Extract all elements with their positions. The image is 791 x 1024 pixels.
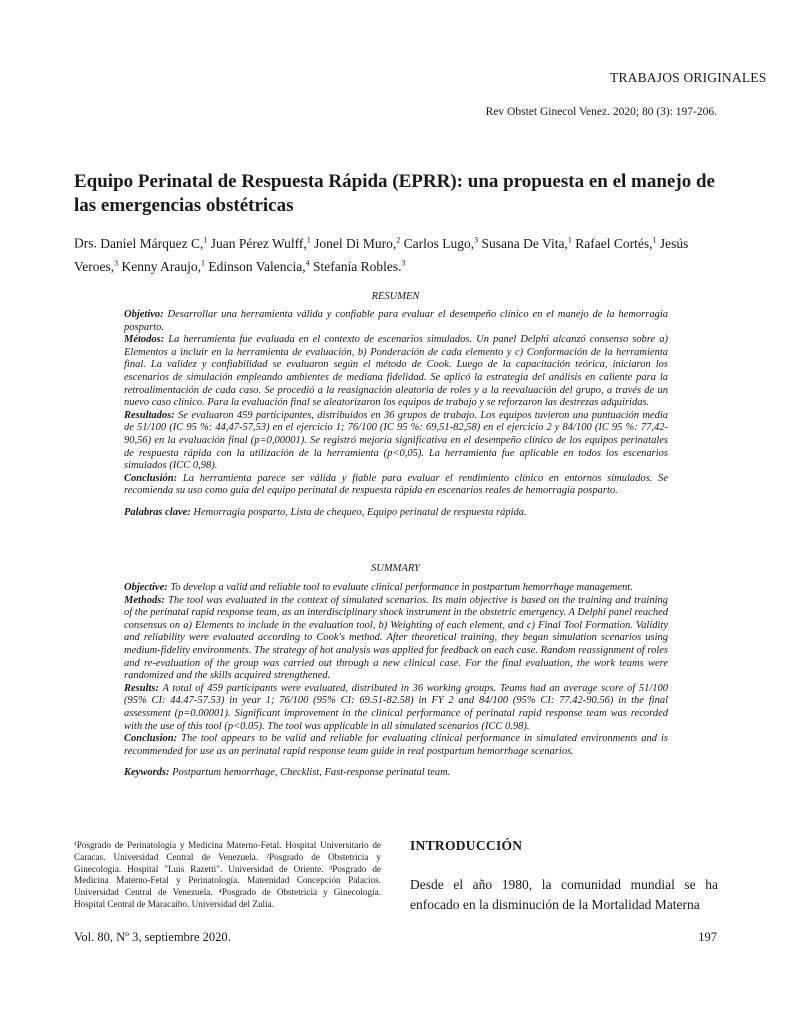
author-affiliation-mark: 1 (200, 258, 205, 268)
author-name: Rafael Cortés, (575, 235, 653, 251)
summary-objective: Objective: To develop a valid and reliable tool to evaluate clinical performance in postpartum hemorrhage management. (124, 582, 633, 593)
resumen-keywords: Palabras clave: Hemorragia posparto, Lista de chequeo, Equipo perinatal de respuesta rápida. (124, 506, 527, 518)
resumen-conclusion: Conclusión: La herramienta parece ser válida y fiable para evaluar el rendimiento clínico en entornos simulados. Se recomienda su uso como guía del equipo perinatal de respuesta rápida en escenarios reales de hemorragia posparto. (124, 472, 669, 497)
author-name: Jonel Di Muro, (314, 235, 397, 251)
author-name: Juan Pérez Wulff, (210, 235, 307, 251)
summary-heading: SUMMARY (371, 563, 420, 574)
resumen-heading: RESUMEN (371, 291, 420, 302)
page-number: 197 (698, 930, 717, 944)
author-name: Susana De Vita, (481, 235, 568, 251)
introduction-heading: INTRODUCCIÓN (410, 838, 523, 853)
author-name: Jesús Veroes, (74, 235, 689, 274)
resumen-block (124, 309, 668, 520)
resumen-objetivo: Objetivo: Desarrollar una herramienta válida y confiable para evaluar el desempeño clínico en el manejo de la hemorragia posparto. (124, 309, 668, 333)
author-affiliation-mark: 3 (474, 235, 479, 244)
article-title: Equipo Perinatal de Respuesta Rápida (EPRR): una propuesta en el manejo de las emergencias obstétricas (74, 171, 715, 216)
summary-results: Results: A total of 459 participants were evaluated, distributed in 36 working groups. Teams had an average score of 51/100 (95% CI: 44.47-57.53) in year 1; 76/100 (95% CI: 69.51-82.58) in FY 2 and 84/100 (95% CI: 77.42-90.56) in the final assessment (p=0.00001). Significant improvement in the clinical performance of perinatal rapid response team was recorded with the use of this tool (p<0.05). The tool was applicable in all simulated scenarios (ICC 0.98). (124, 682, 669, 732)
author-affiliation-mark: 1 (567, 235, 572, 244)
author-affiliation-mark: 2 (396, 235, 401, 244)
introduction-body: Desde el año 1980, la comunidad mundial se ha enfocado en la disminución de la Mortalidad Materna (410, 877, 718, 912)
author-name: Carlos Lugo, (403, 235, 475, 251)
author-affiliation-mark: 3 (401, 258, 406, 268)
affiliation-footnotes: ¹Posgrado de Perinatología y Medicina Materno-Fetal. Hospital Universitario de Caracas. Universidad Central de Venezuela. ²Posgrado de Obstetricia y Ginecología. Hospital "Luis Razetti". Universidad de Oriente. ³Posgrado de Medicina Materno-Fetal y Perinatología. Maternidad Concepción Palacios. Universidad Central de Venezuela. ⁴Posgrado de Obstetricia y Ginecología. Hospital Central de Maracaibo. Universidad del Zulia. (74, 840, 381, 909)
author-affiliation-mark: 3 (114, 258, 119, 268)
author-affiliation-mark: 1 (306, 235, 311, 244)
authors-prefix: Drs. (74, 235, 97, 251)
summary-block (124, 582, 668, 780)
author-list (74, 230, 724, 277)
summary-conclusion: Conclusion: The tool appears to be valid and reliable for evaluating clinical performance in simulated environments and is recommended for use as an perinatal rapid response team guide in real postpartum hemorrhage scenarios. (124, 733, 668, 757)
journal-citation: Rev Obstet Ginecol Venez. 2020; 80 (3): 197-206. (485, 106, 717, 118)
author-affiliation-mark: 4 (305, 258, 310, 268)
summary-keywords: Keywords: Postpartum hemorrhage, Checklist, Fast-response perinatal team. (124, 767, 451, 779)
author-name: Stefanía Robles. (312, 259, 402, 274)
author-affiliation-mark: 1 (652, 235, 657, 244)
section-label: TRABAJOS ORIGINALES (610, 70, 767, 85)
author-name: Kenny Araujo, (121, 259, 201, 274)
author-name: Daniel Márquez C, (100, 235, 204, 251)
author-name: Edinson Valencia, (208, 259, 306, 274)
resumen-resultados: Resultados: Se evaluaron 459 participantes, distribuidos en 36 grupos de trabajo. Los equipos tuvieron una puntuación media de 51/100 (IC 95 %: 44,47-57,53) en el ejercicio 1; 76/100 (IC 95 %: 69,51-82,58) en el ejercicio 2 y 84/100 (IC 95 %: 77,42-90,56) en la evaluación final (p=0,00001). Se registró mejoría significativa en el desempeño clínico de los equipos perinatales de respuesta rápida con la utilización de la herramienta (p<0,05). La herramienta fue aplicable en todos los escenarios simulados (ICC 0,98). (124, 409, 669, 472)
issue-info: Vol. 80, Nº 3, septiembre 2020. (74, 930, 231, 944)
resumen-metodos: Métodos: La herramienta fue evaluada en el contexto de escenarios simulados. Un panel Delphi alcanzó consenso sobre a) Elementos a incluir en la herramienta de evaluación, b) Ponderación de cada elemento y c) Conformación de la herramienta final. La validez y confiabilidad se evaluaron según el método de Cook. Luego de la capacitación teórica, iniciaron los escenarios de simulación empleando ambientes de mediana fidelidad. Se aplicó la estrategia del análisis en caliente para la retroalimentación de cada caso. Se procedió a la reasignación aleatoria de roles y a la reevaluación del grupo, a través de un nuevo caso clínico. Para la evaluación final se aleatorizaron los equipos de trabajo y se reforzaron las destrezas adquiridas. (124, 334, 668, 409)
author-affiliation-mark: 1 (203, 235, 208, 244)
summary-methods: Methods: The tool was evaluated in the context of simulated scenarios. Its main objective is based on the training and training of the perinatal rapid response team, as an interdisciplinary shock instrument in the obstetric emergency. A Delphi panel reached consensus on a) Elements to include in the evaluation tool, b) Weighting of each element, and c) Final Tool Formation. Validity and reliability were evaluated according to Cook's method. After theoretical training, they began simulation scenarios using medium-fidelity environments. The strategy of hot analysis was applied for feedback on each case. Random reassignment of roles and re-evaluation of the group was carried out through a new clinical case. For the final evaluation, the work teams were randomized and the skills acquired strengthened. (124, 594, 668, 682)
